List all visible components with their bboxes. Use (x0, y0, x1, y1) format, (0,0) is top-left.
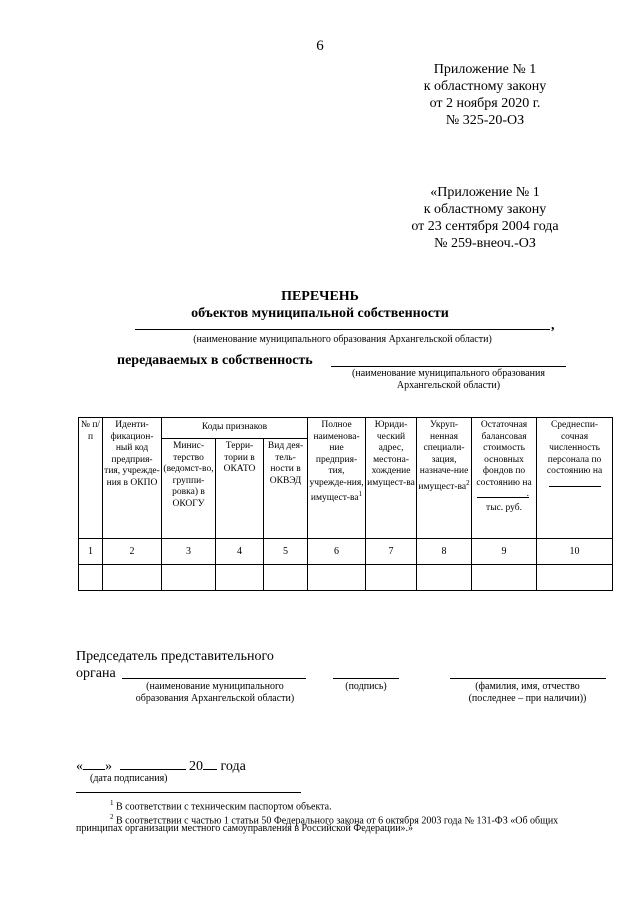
header-col-okpo: Иденти-фикацион-ный код предприя-тия, учрежде-ния в ОКПО (103, 418, 162, 539)
residual-date-blank (473, 489, 535, 503)
municipality-blank-line (135, 329, 550, 330)
column-number: 10 (537, 539, 613, 565)
municipality-caption: (наименование муниципального образования Архангельской области) (193, 334, 492, 345)
header-col-okato: Терри-тории в ОКАТО (216, 439, 264, 539)
header-col-specialization-text: Укруп-ненная специали-зация, назначе-ние имущест-ва (418, 420, 469, 492)
footnote-2-mark: 2 (110, 813, 114, 821)
column-number-row (79, 539, 613, 565)
org-caption-line2: образования Архангельской области) (135, 693, 295, 704)
header-col-residual-value (472, 418, 537, 539)
date-caption: (дата подписания) (90, 773, 168, 784)
table-cell (216, 565, 264, 591)
annex-new-line1: Приложение № 1 (433, 62, 537, 77)
header-col-okogu: Минис-терство (ведомст-во, группи-ровка) в ОКОГУ (162, 439, 216, 539)
column-number: 5 (264, 539, 308, 565)
header-col-address: Юриди-ческий адрес, местона-хождение имущест-ва (366, 418, 417, 539)
year-prefix: 20 (189, 759, 203, 774)
year-suffix: года (220, 759, 246, 774)
header-col-full-name (308, 418, 366, 539)
footnote-separator (76, 792, 301, 793)
footnote-2-continuation: принципах организации местного самоуправления в Российской Федерации».» (76, 823, 414, 834)
column-number: 9 (472, 539, 537, 565)
headcount-date-line (549, 478, 601, 487)
header-col-residual-value-unit: тыс. руб. (486, 503, 523, 513)
transfer-caption (331, 368, 566, 392)
annex-old-line2: к областному закону (423, 202, 547, 217)
footnote-1-text: В соответствии с техническим паспортом объекта. (116, 801, 332, 813)
day-blank (83, 757, 105, 770)
annex-header-old (395, 184, 575, 252)
annex-old-line1: «Приложение № 1 (430, 185, 540, 200)
transfer-blank-line (331, 366, 566, 367)
fullname-caption (445, 681, 610, 705)
header-group-codes: Коды признаков (162, 418, 308, 439)
annex-new-line3: от 2 ноября 2020 г. (429, 96, 541, 111)
column-number: 3 (162, 539, 216, 565)
annex-new-line4: № 325-20-ОЗ (445, 113, 525, 128)
transfer-label: передаваемых в собственность (117, 353, 313, 368)
annex-new-line2: к областному закону (423, 79, 547, 94)
footnote-ref-2: 2 (466, 478, 470, 487)
annex-header-new (395, 61, 575, 129)
header-col-residual-value-text: Остаточная балансовая стоимость основных фондов по состоянию на (476, 420, 532, 488)
property-table (78, 417, 613, 591)
chair-label-line1: Председатель представительного (76, 649, 274, 664)
table-cell (264, 565, 308, 591)
document-title: ПЕРЕЧЕНЬ (281, 289, 359, 304)
table-row (79, 565, 613, 591)
residual-date-line (477, 489, 529, 498)
table-cell (366, 565, 417, 591)
annex-old-line4: № 259-внеоч.-ОЗ (434, 236, 536, 251)
table-cell (417, 565, 472, 591)
date-close-quote: » (105, 759, 112, 774)
header-col-number: № п/п (79, 418, 103, 539)
column-number: 6 (308, 539, 366, 565)
date-open-quote: « (76, 759, 83, 774)
table-cell (537, 565, 613, 591)
org-caption (110, 681, 320, 705)
document-subtitle: объектов муниципальной собственности (191, 306, 449, 321)
transfer-caption-line1: (наименование муниципального образования (352, 368, 545, 379)
annex-old-line3: от 23 сентября 2004 года (411, 219, 559, 234)
municipality-comma: , (551, 318, 555, 333)
page-number: 6 (316, 38, 324, 54)
chair-label-line2: органа (76, 666, 116, 681)
table-cell (162, 565, 216, 591)
column-number: 4 (216, 539, 264, 565)
header-col-specialization (417, 418, 472, 539)
fullname-blank-line (450, 678, 606, 679)
signature-caption: (подпись) (345, 681, 387, 692)
header-col-headcount-text: Среднеспи-сочная численность персонала по состоянию на (546, 420, 603, 476)
column-number: 8 (417, 539, 472, 565)
column-number: 2 (103, 539, 162, 565)
org-blank-line (122, 678, 306, 679)
column-number: 7 (366, 539, 417, 565)
fullname-caption-line1: (фамилия, имя, отчество (475, 681, 580, 692)
column-number: 1 (79, 539, 103, 565)
residual-date-dot: . (526, 489, 530, 499)
table-cell (472, 565, 537, 591)
table-cell (103, 565, 162, 591)
year-blank (203, 757, 217, 770)
footnote-2-text-line1: В соответствии с частью 1 статьи 50 Федерального закона от 6 октября 2003 года № 131-ФЗ «Об общих (116, 815, 559, 827)
footnote-ref-1: 1 (358, 490, 363, 498)
header-col-full-name-text: Полное наименова-ние предприя-тия, учрежде-ния, имущест-ва (309, 420, 364, 504)
table-cell (308, 565, 366, 591)
footnote-1-mark: 1 (110, 799, 114, 807)
transfer-caption-line2: Архангельской области) (396, 380, 501, 391)
fullname-caption-line2: (последнее – при наличии)) (468, 693, 587, 704)
table-cell (79, 565, 103, 591)
header-col-headcount (537, 418, 613, 539)
header-col-okved: Вид дея-тель-ности в ОКВЭД (264, 439, 308, 539)
month-blank (120, 757, 186, 770)
org-caption-line1: (наименование муниципального (146, 681, 284, 692)
signature-blank-line (333, 678, 399, 679)
